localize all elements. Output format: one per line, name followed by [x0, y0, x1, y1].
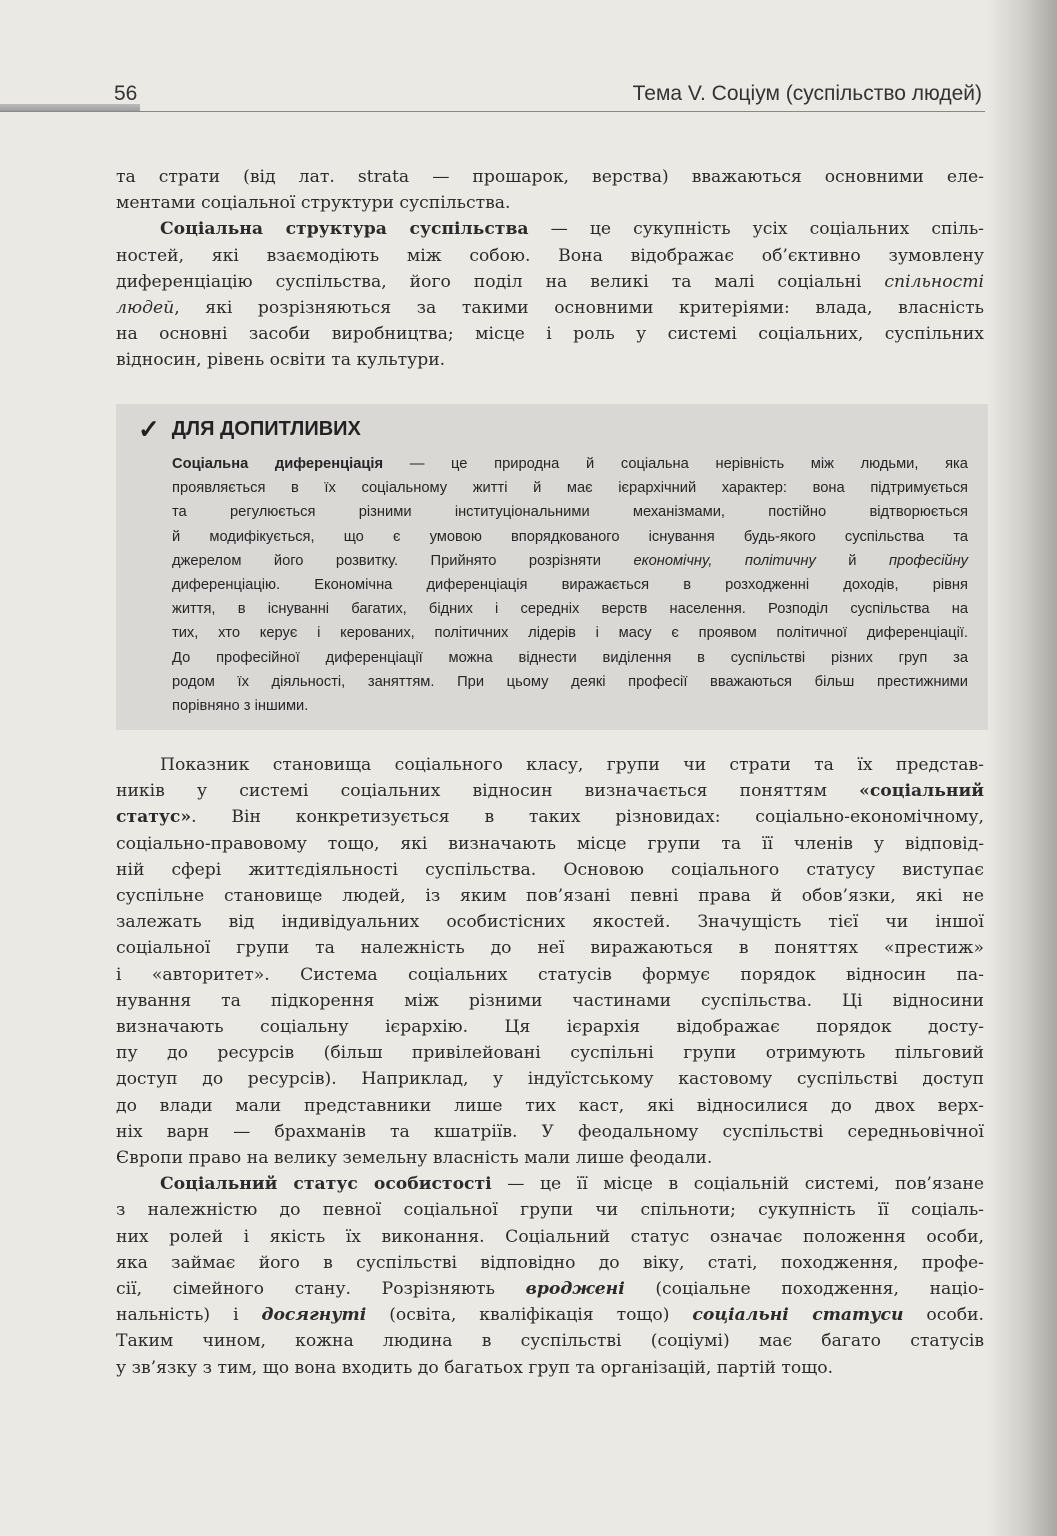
main-text [116, 752, 984, 1381]
intro-text [116, 164, 984, 374]
paragraph: Таким чином, кожна людина в суспільстві (соціумі) має багато статусів [116, 1331, 984, 1352]
box-line: До професійної диференціації можна віднести виділення в суспільстві різних груп за [172, 649, 968, 666]
paragraph: з належністю до певної соціальної групи чи спільноти; сукупність її соціаль- [116, 1200, 984, 1221]
page-number: 56 [114, 82, 138, 105]
paragraph: до влади мали представники лише тих каст, які відносилися до двох верх- [116, 1095, 984, 1116]
box-line: джерелом його розвитку. Прийнято розрізняти економічну, політичну й професійну [172, 552, 968, 569]
term: Соціальна структура суспільства [160, 219, 529, 240]
box-text [172, 452, 968, 718]
checkmark-icon: ✓ [138, 414, 160, 444]
box-line: тих, хто керує і керованих, політичних лідерів і масу є проявом політичної диференціації. [172, 625, 968, 642]
term: Соціальний статус особистості [160, 1174, 492, 1195]
paragraph: Соціальний статус особистості — це її місце в соціальній системі, пов’язане [160, 1174, 984, 1195]
paragraph: статус». Він конкретизується в таких різновидах: соціально-економічному, [116, 807, 984, 828]
running-title: Тема V. Соціум (суспільство людей) [632, 82, 982, 105]
paragraph: Європи право на велику земельну власність мали лише феодали. [116, 1148, 713, 1169]
paragraph: яка займає його в суспільстві відповідно до віку, статі, походження, профе- [116, 1252, 984, 1273]
paragraph: ніх варн — брахманів та кшатріїв. У феодальному суспільстві середньовічної [116, 1121, 984, 1142]
page-edge-shadow [987, 0, 1057, 1536]
paragraph: залежать від індивідуальних особистісних якостей. Значущість тієї чи іншої [116, 912, 984, 933]
paragraph: нування та підкорення між різними частинами суспільства. Ці відносини [116, 990, 984, 1011]
paragraph: Соціальна структура суспільства — це сукупність усіх соціальних спіль- [160, 219, 984, 240]
paragraph: і «авторитет». Система соціальних статусів формує порядок відносин па- [116, 964, 984, 985]
paragraph: доступ до ресурсів). Наприклад, у індуїстському кастовому суспільстві доступ [116, 1069, 984, 1090]
paragraph: диференціацію суспільства, його поділ на великі та малі соціальні спільності [116, 271, 984, 292]
sidebar-box [116, 404, 988, 730]
paragraph: відносин, рівень освіти та культури. [116, 350, 446, 371]
box-line: диференціацію. Економічна диференціація виражається в розходженні доходів, рівня [172, 577, 968, 594]
paragraph: соціальної групи та належність до неї виражаються в поняттях «престиж» [116, 938, 984, 959]
box-line: проявляється в їх соціальному житті й має ієрархічний характер: вона підтримується [172, 480, 968, 497]
paragraph: суспільне становище людей, із яким пов’язані певні права й обов’язки, які не [116, 886, 984, 907]
paragraph: ностей, які взаємодіють між собою. Вона відображає об’єктивно зумовлену [116, 245, 984, 266]
box-line: й модифікується, що є умовою впорядкованого існування будь-якого суспільства та [172, 528, 968, 545]
paragraph: у зв’язку з тим, що вона входить до багатьох груп та організацій, партій тощо. [116, 1357, 834, 1378]
paragraph: ментами соціальної структури суспільства. [116, 193, 511, 214]
paragraph: на основні засоби виробництва; місце і роль у системі соціальних, суспільних [116, 324, 984, 345]
box-line: порівняно з іншими. [172, 698, 309, 715]
box-heading: ✓ ДЛЯ ДОПИТЛИВИХ [138, 414, 361, 444]
box-line: та регулюється різними інституціональними механізмами, постійно відтворюється [172, 504, 968, 521]
paragraph: людей, які розрізняються за такими основними критеріями: влада, власність [116, 298, 984, 319]
paragraph: визначають соціальну ієрархію. Ця ієрархія відображає порядок досту- [116, 1017, 984, 1038]
paragraph: нальність) і досягнуті (освіта, кваліфікація тощо) соціальні статуси особи. [116, 1305, 984, 1326]
box-line: життя, в існуванні багатих, бідних і середніх верств населення. Розподіл суспільства на [172, 601, 968, 618]
box-line: Соціальна диференціація — це природна й соціальна нерівність між людьми, яка [172, 456, 968, 472]
paragraph: соціально-правовому тощо, які визначають місце групи та її членів у відповід- [116, 833, 984, 854]
paragraph: та страти (від лат. strata — прошарок, верства) вважаються основними еле- [116, 167, 984, 187]
header-rule [0, 111, 985, 112]
box-line: родом їх діяльності, заняттям. При цьому деякі професії вважаються більш престижними [172, 673, 968, 690]
paragraph: ній сфері життєдіяльності суспільства. Основою соціального статусу виступає [116, 859, 984, 880]
paragraph: сії, сімейного стану. Розрізняють вроджені (соціальне походження, націо- [116, 1279, 984, 1300]
paragraph: Показник становища соціального класу, групи чи страти та їх представ- [160, 755, 984, 775]
paragraph: пу до ресурсів (більш привілейовані суспільні групи отримують пільговий [116, 1043, 984, 1064]
page-header [0, 78, 990, 114]
paragraph: них ролей і якість їх виконання. Соціальний статус означає положення особи, [116, 1226, 984, 1247]
paragraph: ників у системі соціальних відносин визначається поняттям «соціальний [116, 781, 984, 802]
